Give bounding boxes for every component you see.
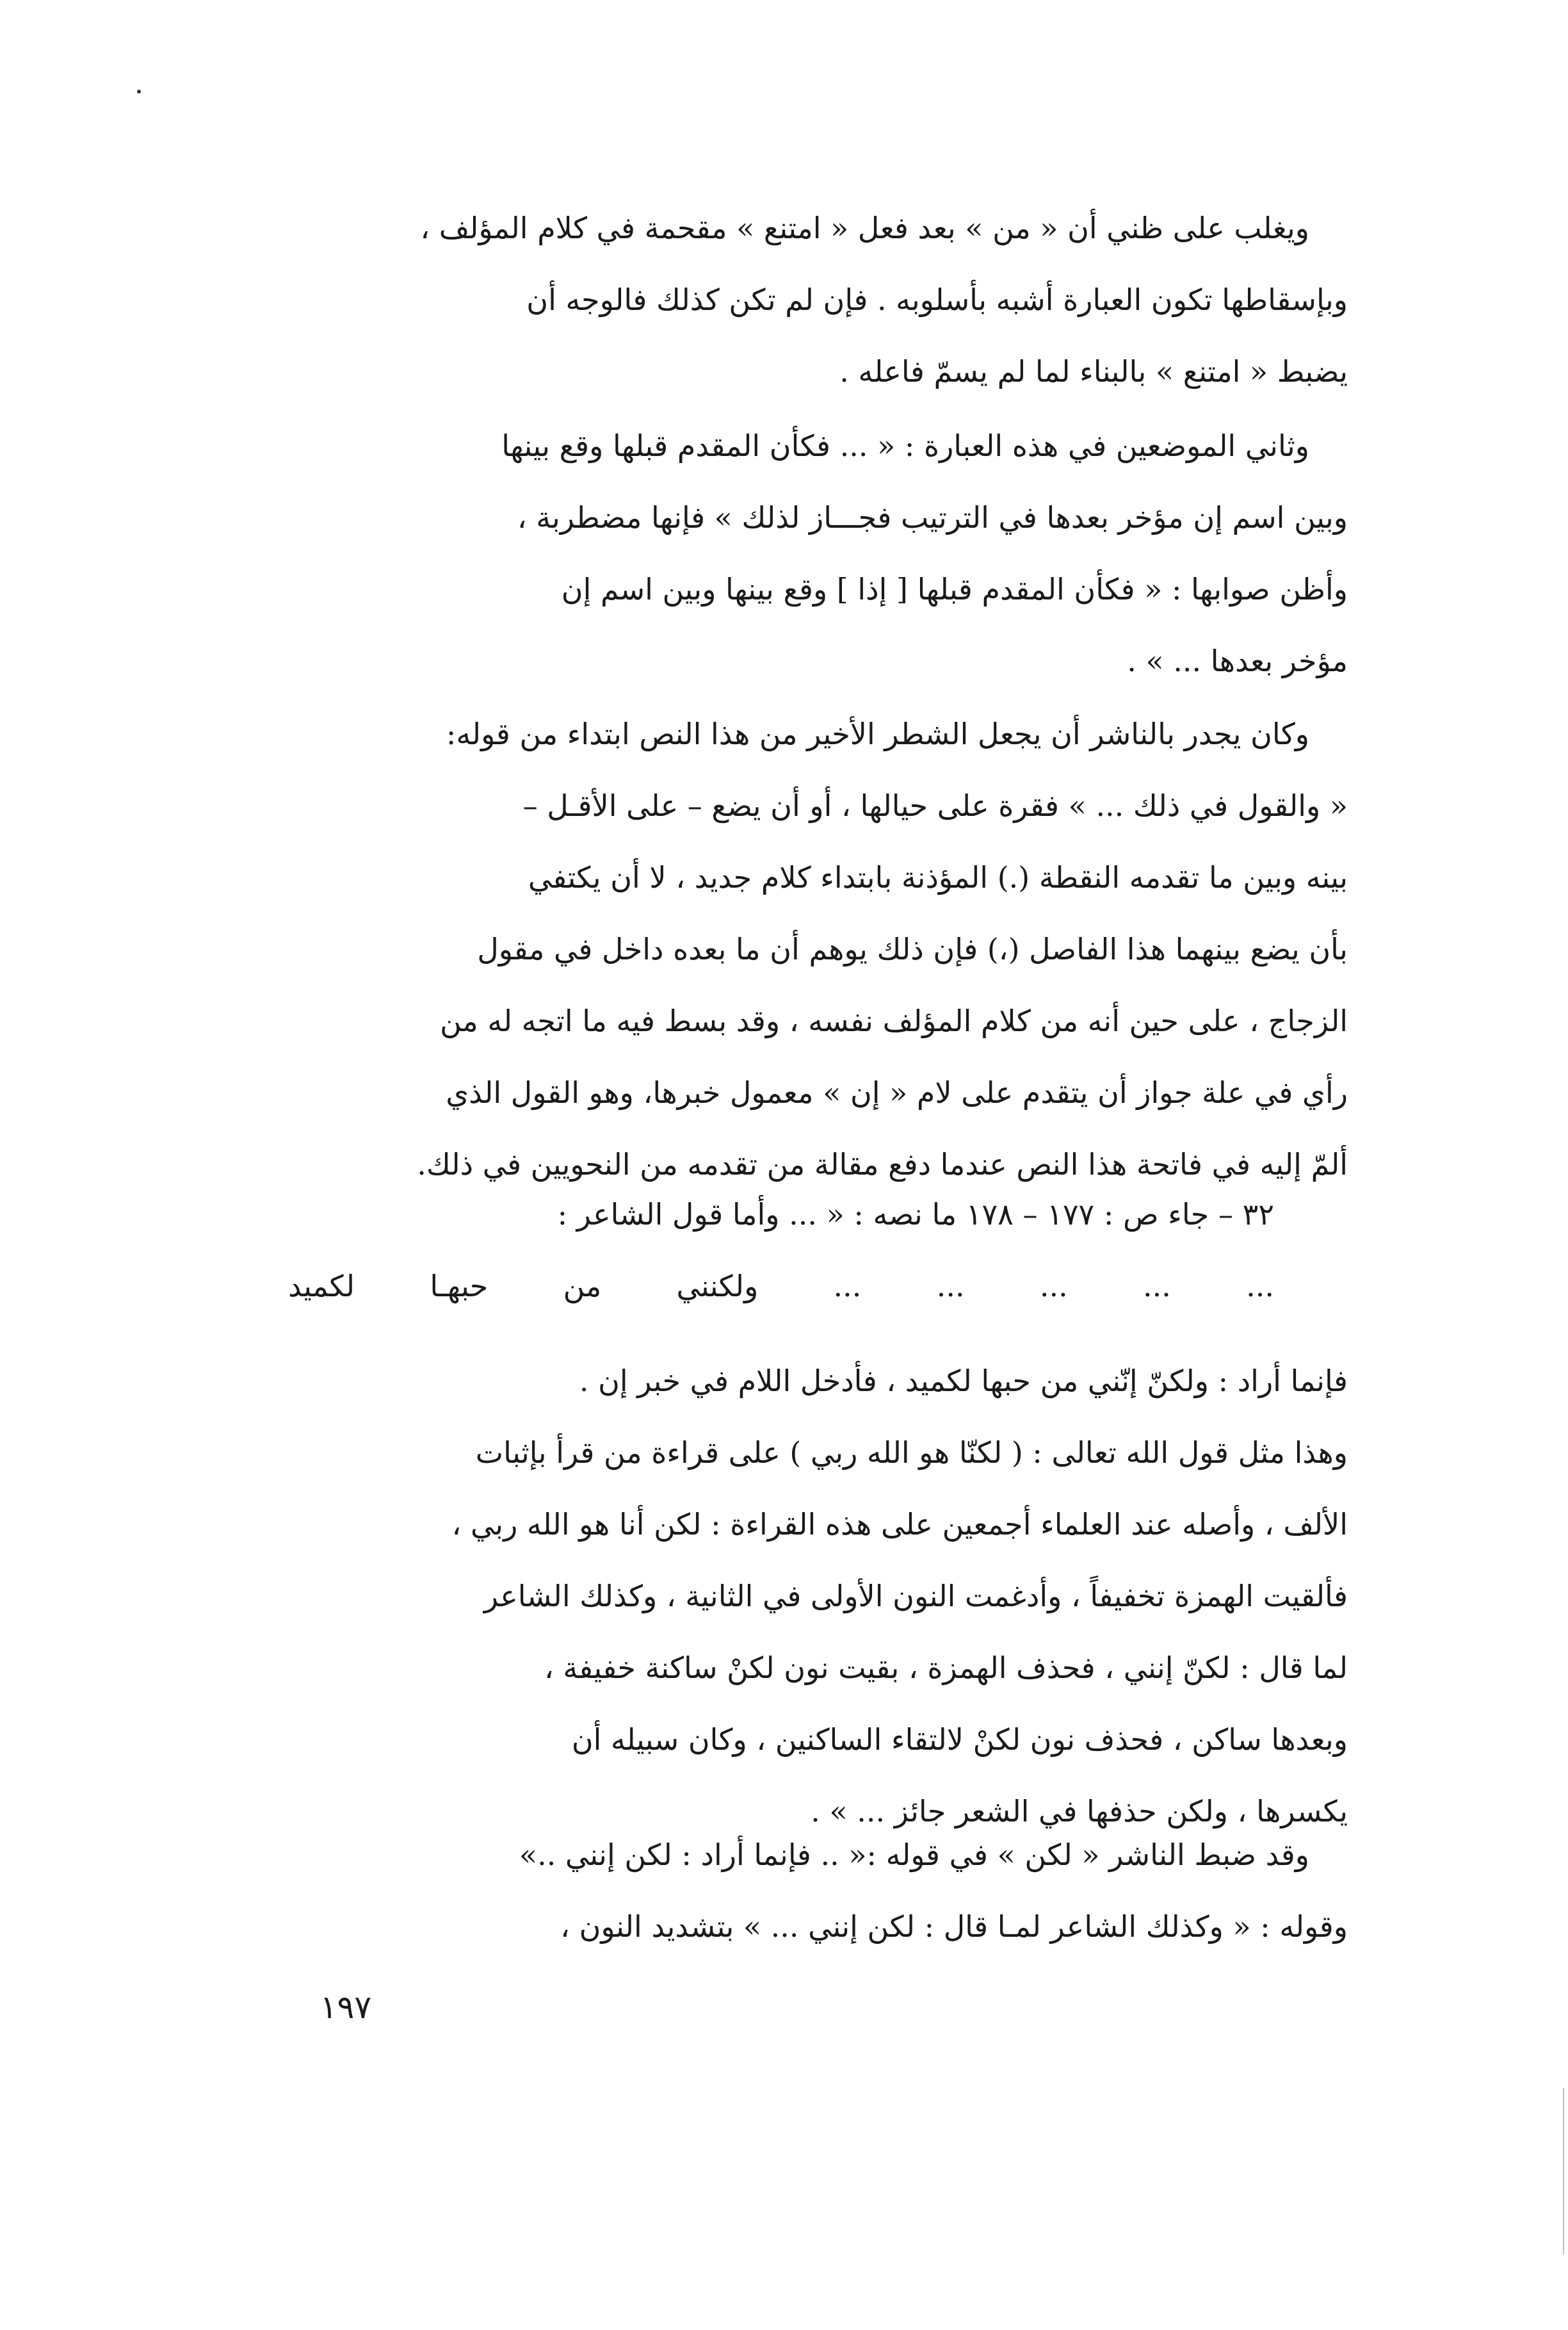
paragraph-line: ويغلب على ظني أن « من » بعد فعل « امتنع » مقحمة في كلام المؤلف ، <box>420 211 1309 245</box>
paragraph-4 <box>247 1345 1348 1847</box>
paragraph-line: بأن يضع بينهما هذا الفاصل (،) فإن ذلك يوهم أن ما بعده داخل في مقول <box>477 932 1348 966</box>
paragraph-1 <box>247 192 1348 407</box>
paragraph-3 <box>247 698 1348 1200</box>
paragraph-5 <box>247 1819 1348 1962</box>
paragraph-line: وكان يجدر بالناشر أن يجعل الشطر الأخير من هذا النص ابتداء من قوله: <box>446 717 1309 751</box>
paragraph-line: ألمّ إليه في فاتحة هذا النص عندما دفع مقالة من تقدمه من النحويين في ذلك. <box>417 1147 1348 1182</box>
paragraph-line: فألقيت الهمزة تخفيفاً ، وأدغمت النون الأولى في الثانية ، وكذلك الشاعر <box>483 1579 1348 1613</box>
scan-speck <box>137 90 141 94</box>
scan-edge-line <box>1563 2088 1564 2254</box>
quote-intro: ٣٢ – جاء ص : ١٧٧ – ١٧٨ ما نصه : « ... وأما قول الشاعر : <box>557 1197 1274 1232</box>
paragraph-line: وبإسقاطها تكون العبارة أشبه بأسلوبه . فإن لم تكن كذلك فالوجه أن <box>526 282 1348 317</box>
paragraph-line: فإنما أراد : ولكنّ إنّني من حبها لكميد ، فأدخل اللام في خبر إن . <box>579 1364 1348 1398</box>
paragraph-line: مؤخر بعدها ... » . <box>1127 644 1348 678</box>
paragraph-line: لما قال : لكنّ إنني ، فحذف الهمزة ، بقيت نون لكنْ ساكنة خفيفة ، <box>544 1650 1348 1685</box>
paragraph-line: وبعدها ساكن ، فحذف نون لكنْ لالتقاء الساكنين ، وكان سبيله أن <box>571 1722 1348 1757</box>
paragraph-line: وبين اسم إن مؤخر بعدها في الترتيب فجـــاز لذلك » فإنها مضطربة ، <box>517 500 1348 535</box>
paragraph-line: رأي في علة جواز أن يتقدم على لام « إن » معمول خبرها، وهو القول الذي <box>446 1075 1348 1110</box>
paragraph-line: بينه وبين ما تقدمه النقطة (.) المؤذنة بابتداء كلام جديد ، لا أن يكتفي <box>528 860 1348 895</box>
paragraph-line: يضبط « امتنع » بالبناء لما لم يسمّ فاعله . <box>839 354 1348 389</box>
paragraph-line: يكسرها ، ولكن حذفها في الشعر جائز ... » . <box>811 1794 1348 1829</box>
paragraph-line: الزجاج ، على حين أنه من كلام المؤلف نفسه ، وقد بسط فيه ما اتجه له من <box>440 1004 1348 1038</box>
paragraph-line: « والقول في ذلك ... » فقرة على حيالها ، أو أن يضع – على الأقـل – <box>522 788 1348 823</box>
poetry-verse: ... ... ... ... ... ولكنني من حبهـا لكميد <box>288 1269 1274 1303</box>
paragraph-line: وأظن صوابها : « فكأن المقدم قبلها [ إذا ] وقع بينها وبين اسم إن <box>561 572 1348 607</box>
quoted-verse-block <box>288 1178 1274 1322</box>
paragraph-line: وقد ضبط الناشر « لكن » في قوله :« .. فإنما أراد : لكن إنني ..» <box>519 1837 1309 1872</box>
paragraph-line: وثاني الموضعين في هذه العبارة : « ... فكأن المقدم قبلها وقع بينها <box>501 428 1309 463</box>
page-number: ١٩٧ <box>319 1989 372 2026</box>
paragraph-line: الألف ، وأصله عند العلماء أجمعين على هذه القراءة : لكن أنا هو الله ربي ، <box>451 1507 1348 1542</box>
paragraph-line: وقوله : « وكذلك الشاعر لمـا قال : لكن إنني ... » بتشديد النون ، <box>560 1909 1348 1944</box>
paragraph-line: وهذا مثل قول الله تعالى : ( لكنّا هو الله ربي ) على قراءة من قرأ بإثبات <box>475 1435 1348 1470</box>
paragraph-2 <box>247 410 1348 697</box>
